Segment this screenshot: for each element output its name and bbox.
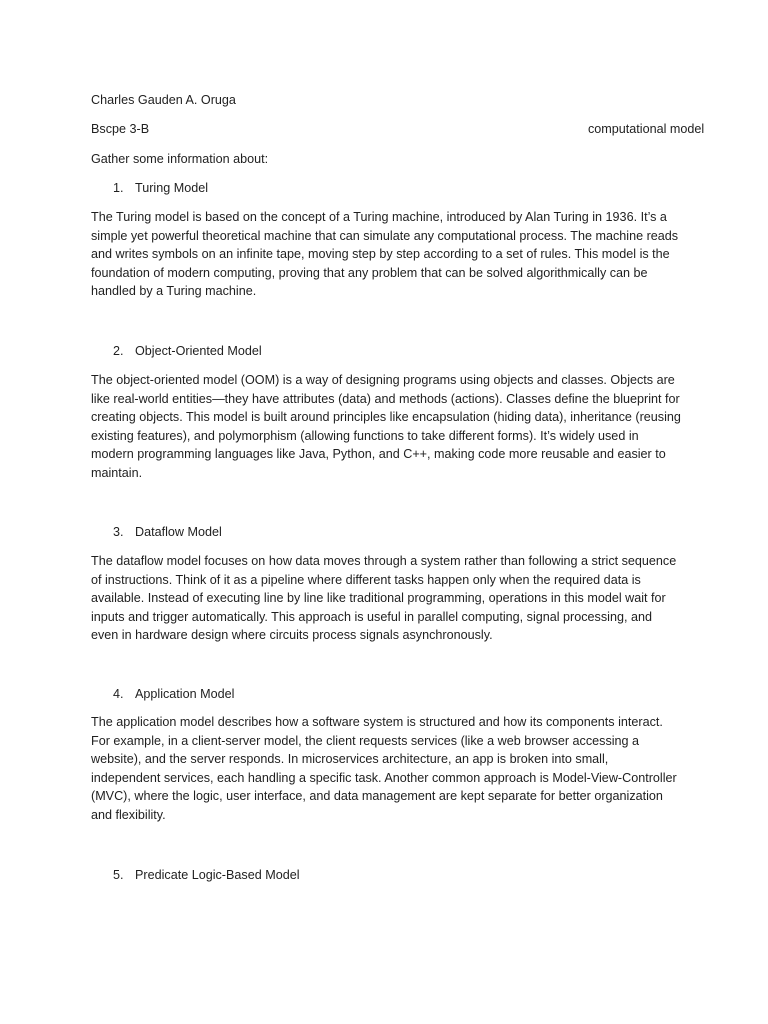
author-name: Charles Gauden A. Oruga bbox=[91, 93, 236, 107]
item-paragraph: The object-oriented model (OOM) is a way of designing programs using objects and classes. Objects are like real-world entities—they have attributes (data) and methods (actions). Classes define the blueprint for creating objects. This model is built around principles like encapsulation (hiding data), inheritance (reusing existing features), and polymorphism (allowing functions to take different forms). It’s widely used in modern programming languages like Java, Python, and C++, making code more reusable and easier to maintain. bbox=[91, 373, 681, 480]
item-paragraph: The application model describes how a software system is structured and how its components interact. For example, in a client-server model, the client requests services (like a web browser accessing a website), and the server responds. In microservices architecture, an app is broken into small, independent services, each handling a specific task. Another common approach is Model-View-Controller (MVC), where the logic, user interface, and data management are kept separate for better organization and flexibility. bbox=[91, 715, 677, 822]
item-paragraph: The Turing model is based on the concept of a Turing machine, introduced by Alan Turing in 1936. It’s a simple yet powerful theoretical machine that can simulate any computational process. The machine reads and writes symbols on an infinite tape, moving step by step according to a set of rules. This model is the foundation of modern computing, proving that any problem that can be solved algorithmically can be handled by a Turing machine. bbox=[91, 210, 679, 299]
list-item-heading bbox=[113, 685, 234, 704]
item-number: 2. bbox=[113, 344, 124, 358]
item-title: Object-Oriented Model bbox=[135, 344, 262, 358]
item-number: 5. bbox=[113, 868, 124, 882]
item-number: 4. bbox=[113, 687, 124, 701]
intro-text: Gather some information about: bbox=[91, 152, 269, 166]
item-title: Predicate Logic-Based Model bbox=[135, 868, 300, 882]
section-label: Bscpe 3-B bbox=[91, 122, 150, 136]
item-title: Dataflow Model bbox=[135, 525, 222, 539]
item-title: Application Model bbox=[135, 687, 235, 701]
list-item-heading bbox=[113, 342, 262, 361]
item-title: Turing Model bbox=[135, 181, 209, 195]
header-row bbox=[91, 120, 705, 139]
list-item-heading bbox=[113, 179, 208, 198]
item-number: 1. bbox=[113, 181, 124, 195]
item-number: 3. bbox=[113, 525, 124, 539]
item-paragraph: The dataflow model focuses on how data moves through a system rather than following a strict sequence of instructions. Think of it as a pipeline where different tasks happen only when the required data is available. Instead of executing line by line like traditional programming, operations in this model wait for inputs and trigger automatically. This approach is useful in parallel computing, signal processing, and even in hardware design where circuits process signals asynchronously. bbox=[91, 554, 677, 643]
list-item-heading bbox=[113, 866, 300, 885]
list-item-heading bbox=[113, 523, 222, 542]
subject-label: computational model bbox=[588, 122, 705, 136]
